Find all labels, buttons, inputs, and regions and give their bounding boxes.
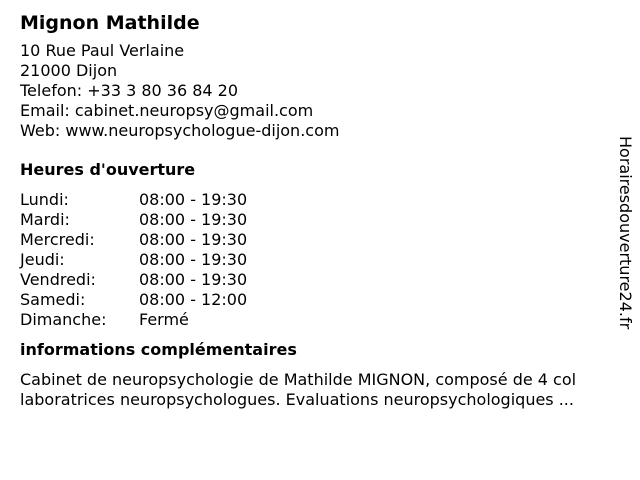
business-card	[20, 10, 620, 410]
time-value: 08:00 - 19:30	[139, 270, 248, 289]
day-label: Lundi:	[20, 190, 69, 209]
time-value: Fermé	[139, 310, 189, 329]
day-label: Mardi:	[20, 210, 70, 229]
day-label: Vendredi:	[20, 270, 96, 289]
day-label: Dimanche:	[20, 310, 107, 329]
time-value: 08:00 - 19:30	[139, 230, 248, 249]
time-value: 08:00 - 19:30	[139, 250, 248, 269]
website-line: Web: www.neuropsychologue-dijon.com	[20, 121, 340, 140]
address-city: 21000 Dijon	[20, 61, 118, 80]
time-value: 08:00 - 19:30	[139, 190, 248, 209]
hours-row-saturday	[20, 290, 620, 310]
email-line: Email: cabinet.neuropsy@gmail.com	[20, 101, 314, 120]
address-street: 10 Rue Paul Verlaine	[20, 41, 185, 60]
site-watermark: Horairesdouverture24.fr	[616, 136, 635, 330]
hours-row-wednesday	[20, 230, 620, 250]
hours-row-friday	[20, 270, 620, 290]
hours-row-thursday	[20, 250, 620, 270]
phone-line: Telefon: +33 3 80 36 84 20	[20, 81, 239, 100]
day-label: Mercredi:	[20, 230, 95, 249]
opening-hours-table	[20, 190, 620, 330]
info-line-2: laboratrices neuropsychologues. Evaluations neuropsychologiques ...	[20, 390, 574, 409]
time-value: 08:00 - 19:30	[139, 210, 248, 229]
additional-info-text	[20, 370, 620, 410]
hours-row-sunday	[20, 310, 620, 330]
day-label: Samedi:	[20, 290, 86, 309]
day-label: Jeudi:	[20, 250, 65, 269]
info-line-1: Cabinet de neuropsychologie de Mathilde MIGNON, composé de 4 col	[20, 370, 577, 389]
business-name: Mignon Mathilde	[20, 12, 200, 34]
contact-block	[20, 41, 620, 141]
hours-row-tuesday	[20, 210, 620, 230]
hours-row-monday	[20, 190, 620, 210]
time-value: 08:00 - 12:00	[139, 290, 248, 309]
opening-hours-title: Heures d'ouverture	[20, 160, 196, 179]
additional-info-title: informations complémentaires	[20, 340, 297, 359]
